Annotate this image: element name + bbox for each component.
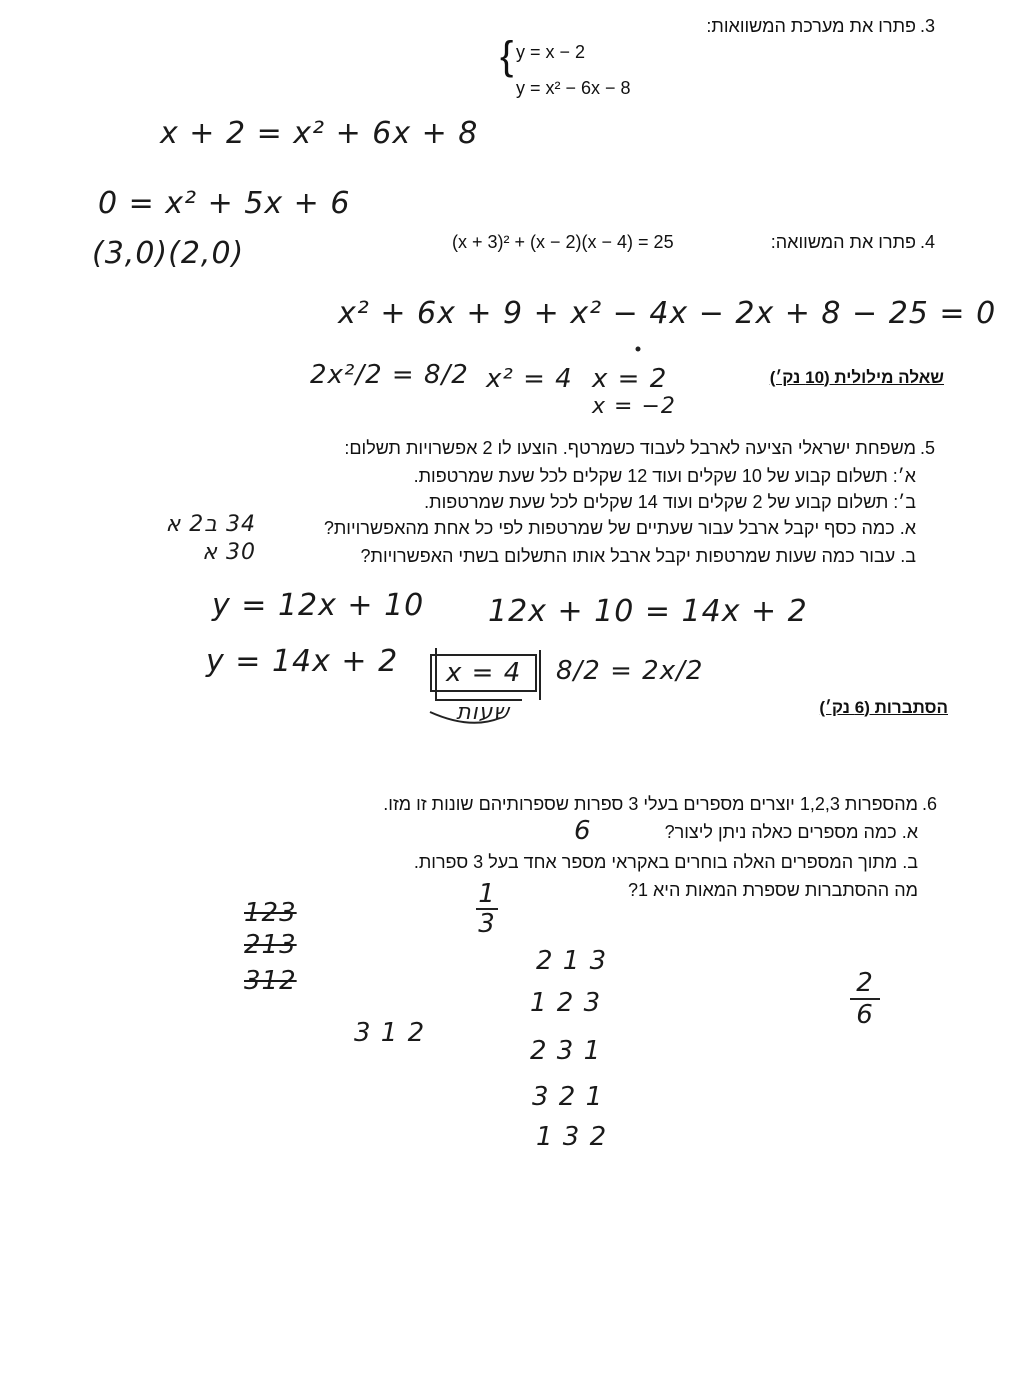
q4-hw-x-pos: x = 2 (592, 364, 668, 394)
q6-hw-extra: 3 1 2 (354, 1018, 426, 1048)
q4-hw-xsq: x² = 4 (486, 364, 573, 394)
q5-hw-divide: 8/2 = 2x/2 (556, 656, 704, 686)
q6-hw-list-5: 1 3 2 (536, 1122, 608, 1152)
q3-hw-line3: (3,0)(2,0) (92, 236, 245, 271)
q3-hw-line2: 0 = x² + 5x + 6 (98, 186, 351, 221)
q6-question-a: א. כמה מספרים כאלה ניתן ליצור? (664, 822, 918, 842)
q6-hw-list-2: 1 2 3 (530, 988, 602, 1018)
q5-question-a: א. כמה כסף יקבל ארבל עבור שעתיים של שמרטפות לפי כל אחת מהאפשרויות? (323, 518, 916, 538)
q3-number: .3 (920, 16, 936, 36)
q5-question-b: ב. עבור כמה שעות שמרטפות יקבל ארבל אותו התשלום בשתי האפשרויות? (360, 546, 916, 566)
ink-dot (636, 347, 641, 352)
q5-hw-eq2: y = 14x + 2 (206, 644, 399, 679)
q3-hw-line1: x + 2 = x² + 6x + 8 (160, 116, 479, 151)
q5-option-a: א׳: תשלום קבוע של 10 שקלים ועוד 12 שקלים לכל שעת שמרטפות. (413, 466, 916, 486)
underline-scribble (430, 712, 500, 723)
q6-question-b: ב. מתוך המספרים האלה בוחרים באקראי מספר אחד בעל 3 ספרות. (413, 852, 918, 872)
q6-hw-answer-a: 6 (574, 816, 592, 846)
q5-hw-answer-b: 30 א (202, 540, 256, 565)
q6-hw-list-4: 3 2 1 (532, 1082, 604, 1112)
q5-number: .5 (920, 438, 936, 458)
q3-prompt: פתרו את מערכת המשוואות: (706, 16, 916, 36)
q5-hw-hours-word: שעות (456, 700, 510, 725)
fraction-numerator: 1 (476, 880, 498, 910)
q4-hw-x-neg: x = −2 (592, 394, 676, 419)
section-word-problem: שאלה מילולית (10 נק׳) (769, 368, 944, 387)
q3-eq1: y = x − 2 (516, 42, 586, 62)
q6-number: .6 (922, 794, 938, 814)
section-probability: הסתברות (6 נק׳) (819, 698, 948, 717)
q6-intro: מהספרות 1,2,3 יוצרים מספרים בעלי 3 ספרות שספרותיהם שונות זו מזו. (383, 794, 918, 814)
q4-number: .4 (920, 232, 936, 252)
answer-bracket-stroke (436, 648, 522, 700)
q6-hw-list-1: 2 1 3 (536, 946, 608, 976)
q6-hw-struck-3: 312 (244, 966, 297, 996)
q4-equation: (x + 3)² + (x − 2)(x − 4) = 25 (452, 232, 674, 252)
q6-hw-list-3: 2 3 1 (530, 1036, 602, 1066)
q5-hw-answer-a: 34 ב2 א (165, 512, 256, 537)
q5-intro: משפחת ישראלי הציעה לארבל לעבוד כשמרטף. הוצעו לו 2 אפשרויות תשלום: (344, 438, 916, 458)
q5-hw-boxed-answer: x = 4 (430, 654, 537, 692)
fraction-numerator: 2 (850, 968, 880, 1000)
fraction-denominator: 6 (856, 1000, 874, 1030)
q6-question-b2: מה ההסתברות שספרת המאות היא 1? (627, 880, 918, 900)
system-brace: { (500, 34, 514, 78)
q5-option-b: ב׳: תשלום קבוע של 2 שקלים ועוד 14 שקלים לכל שעת שמרטפות. (424, 492, 916, 512)
q4-hw-divide: 2x²/2 = 8/2 (310, 360, 469, 390)
q4-hw-expansion: x² + 6x + 9 + x² − 4x − 2x + 8 − 25 = 0 (338, 296, 997, 331)
fraction-denominator: 3 (478, 909, 496, 939)
q6-hw-struck-2: 213 (244, 930, 297, 960)
q3-eq2: y = x² − 6x − 8 (516, 78, 631, 98)
q4-prompt: פתרו את המשוואה: (770, 232, 916, 252)
q5-hw-equate: 12x + 10 = 14x + 2 (488, 594, 808, 629)
q6-hw-struck-1: 123 (244, 898, 297, 928)
q5-hw-eq1: y = 12x + 10 (212, 588, 425, 623)
